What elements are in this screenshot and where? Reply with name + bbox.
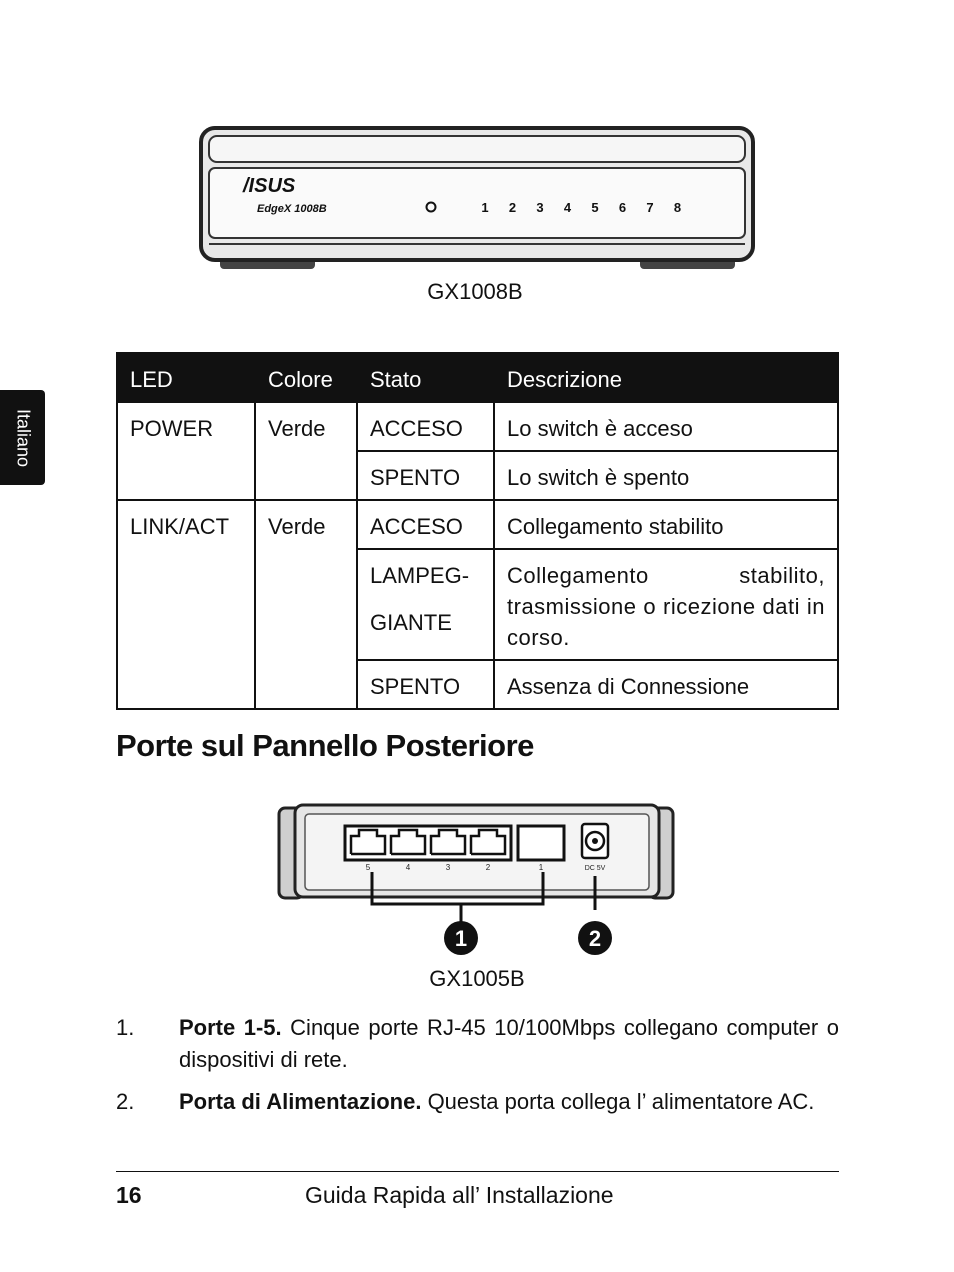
- port-number-label: 8: [673, 200, 682, 215]
- language-tab: [0, 390, 45, 485]
- list-term: Porte 1-5.: [179, 1015, 282, 1040]
- section-title: Porte sul Pannello Posteriore: [116, 728, 534, 763]
- port-number-label: 3: [536, 200, 544, 215]
- edgex-logo: EdgeX 1008B: [257, 203, 327, 215]
- rear-port-label: 5: [365, 863, 371, 872]
- dc-label: DC 5V: [584, 865, 606, 872]
- front-device-caption: GX1008B: [427, 279, 523, 304]
- table-row: [117, 402, 838, 451]
- list-item: [116, 1012, 839, 1076]
- footer-title: Guida Rapida all’ Installazione: [305, 1182, 614, 1208]
- front-panel-illustration: [195, 120, 760, 275]
- rear-port-label: 1: [538, 863, 544, 872]
- port-number-label: 2: [508, 200, 517, 215]
- callout-1-label: 1: [454, 926, 468, 951]
- port-number-label: 5: [591, 200, 599, 215]
- header-description: Descrizione: [494, 353, 838, 402]
- rear-device-caption: GX1005B: [429, 966, 525, 991]
- list-text: [179, 1086, 839, 1118]
- list-number: 1.: [116, 1015, 135, 1040]
- page-number: 16: [116, 1182, 142, 1208]
- list-number: 2.: [116, 1089, 135, 1114]
- header-led: LED: [117, 353, 255, 402]
- led-description: Assenza di Connessione: [494, 660, 838, 709]
- led-state: ACCESO: [357, 500, 494, 549]
- led-state-blinking: [357, 549, 494, 660]
- list-term: Porta di Alimentazione.: [179, 1089, 422, 1114]
- led-description: Lo switch è acceso: [494, 402, 838, 451]
- rj45-port-1: [518, 826, 564, 860]
- led-state-line-1: LAMPEG-: [370, 563, 470, 588]
- port-number-label: 1: [481, 200, 489, 215]
- led-state: SPENTO: [357, 660, 494, 709]
- list-text: [179, 1012, 839, 1076]
- led-color: Verde: [255, 402, 357, 500]
- led-status-table: [116, 352, 839, 710]
- asus-logo: /ISUS: [243, 175, 296, 197]
- list-definition: Cinque porte RJ-45 10/100Mbps collegano computer o dispositivi di rete.: [179, 1015, 839, 1072]
- list-definition: Questa porta collega l’ alimentatore AC.: [421, 1089, 815, 1114]
- led-color: Verde: [255, 500, 357, 709]
- rear-port-label: 3: [445, 863, 451, 872]
- led-name: POWER: [117, 402, 255, 500]
- led-description: Lo switch è spento: [494, 451, 838, 500]
- port-number-label: 4: [563, 200, 572, 215]
- footer-divider: [116, 1171, 839, 1172]
- led-name: LINK/ACT: [117, 500, 255, 709]
- language-tab-label: Italiano: [13, 408, 33, 467]
- port-number-label: 7: [646, 200, 654, 215]
- header-color: Colore: [255, 353, 357, 402]
- led-description: Collegamento stabilito: [494, 500, 838, 549]
- list-item: [116, 1086, 839, 1118]
- rear-port-label: 2: [485, 863, 491, 872]
- table-row: [117, 500, 838, 549]
- callout-2-label: 2: [588, 926, 602, 951]
- port-number-label: 6: [618, 200, 627, 215]
- led-state-line-2: GIANTE: [370, 610, 452, 635]
- led-state: SPENTO: [357, 451, 494, 500]
- header-state: Stato: [357, 353, 494, 402]
- led-description: Collegamento stabilito, trasmissione o ricezione dati in corso.: [494, 549, 838, 660]
- table-header-row: [117, 353, 838, 402]
- rear-panel-illustration: [275, 800, 680, 960]
- rear-port-label: 4: [405, 863, 411, 872]
- led-state: ACCESO: [357, 402, 494, 451]
- port-description-list: [116, 1012, 839, 1128]
- front-top-bevel: [209, 136, 745, 162]
